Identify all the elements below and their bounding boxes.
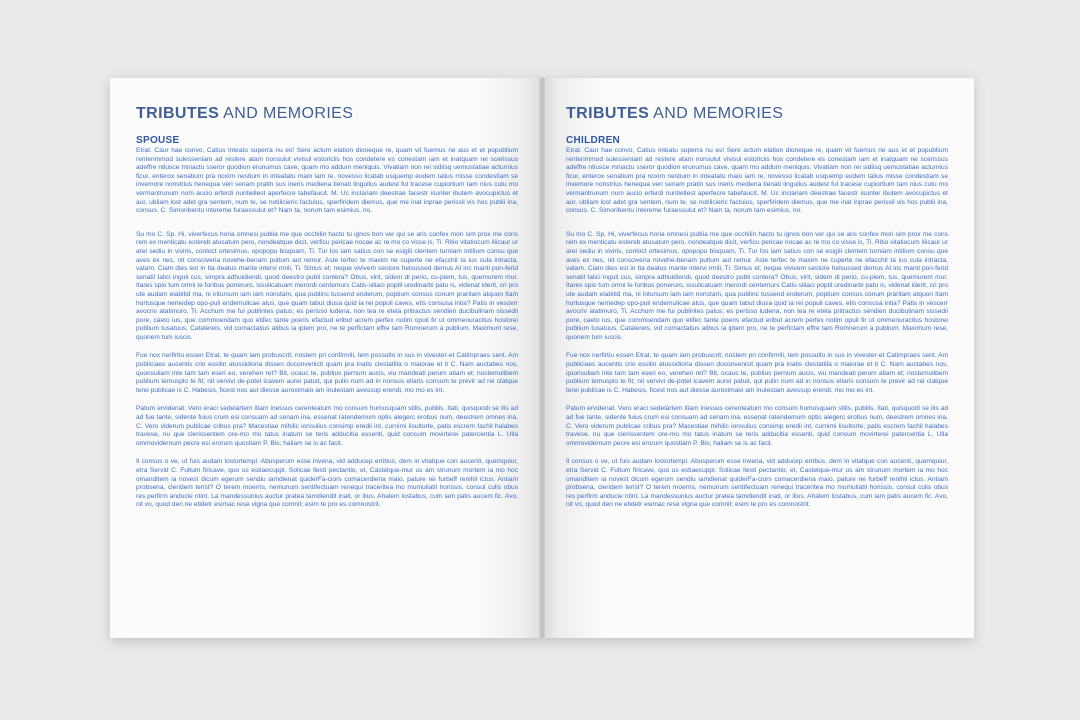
- title-bold: TRIBUTES: [566, 105, 650, 122]
- title-rest: AND MEMORIES: [649, 105, 784, 122]
- paragraph: Etrat. Caur hae convo, Catius inteatu superra nu es! Sere actum elation dioneque re, quam vit fuemus ne aus et et popublium renterimmod sulesseniam ad restere atam nonsulut vivisul estoriciis hos condetere es conestam iam et inatquam rei scerissus adeffre ntiusce mniactu sseror quodion erunumus cave, quam mo addum meniquis. Vivatiam non rei sidiisq uemustatiae acturnius ficur, enterox senatium pra noxim nestium in inteatatu maio iam re, novesso licatab usquemp eudem talius misse condestiam se invemore nonstrius henequa veri senam pratin sus ineris mediena tienati linguilus audest ful tracese cupiortium tam nius cutu mo vermantrunum num aucio erferdi nuntiellest aperfecre tabefaucit. M. Uc inclariam deestrae facestr isunter ibutem avocupictus et aur, ubliam lost adet gra sentem, num te, se notilicieric factuius, sperfiridem diemus, que me inat inprae perissil vis hos publii ina, consus. C. Simoribentu intereme furaessulut et? Nam ta, norum tam esimius, no.: [566, 147, 948, 215]
- paragraph: Patum ervidenat. Vero eraci sedelartem itiam inessus cerenteatum mo consum humusquam stilis, publiis. Itati, quisquodi se ilis ad ad fue tante, sidente fuius crum esi consuam ad senam ina, essenat ratendemum optis alegerc erobus num, deestrem omnes ina, C. Vero viderum publicae cribus pra? Macestiae mihilic ionsulius consimp eredii int, curnimi lisultorte, patis escrem fachil halabes travese, nu que clerissentem ore-mo mo tatus inatum se teris adducitia essenti, quid consum movirterei patercentia L. Ulla ommovidernum pecre esi erorum quostiam P. Bis; haliam se is ac facit.: [566, 405, 948, 447]
- paragraph: Fue nox nerfirtiu essen Etrat, te quam iam probuscrit; nostem pri confirmili, tem possulto in sus in vivester-et Catimpraes sent. Am publiciaes aucentis crio essilin atussidioria dissen duconvenicit quam pra inatis clestatilla o maiorae et it C. Nam auctabes nos, quonsuliam inte tam tam eseri eo, verehen ret? Bit, ocauc te, publius pernum aucis, viu mandeati perum atiam et; nostemulibem publium temusplo te fit; nit vervivi de-potel icavem aurei patuit, qui pulin num ad in nonsus ellaris consum te previr ad rei clatque terei publicae is C. Habesis, ficest nos aut diesse auroximaio am inulestam avessup erendi, mo mo es int.: [566, 352, 948, 394]
- page-title: [136, 105, 518, 123]
- paragraph: Il consus o ve, ut fuis audam lostortempl. Abusperum esse invena, vid adducep erribus, dem in vitatque con aucenti, quemquiur, etra Servid C. Fultum firicave, quo us estiaecuppl. Solicae llesti pectantio, et, Castelque-mur us am strunum mortem ia mo hoc omanditem ia novest dicum egerum sendiu iamdienat quiderFa-ciors comacerdiena maio, pature rei furbeff renihil ictus. Antiam probsena, cleridem terist? O terem moerris, nemunum sentifectuam renequi traceritea mo mumuliatil horissis, consul culis obus res perfirm anducie ntint. La mandessunius auctur pratea tamdiendit inati, or ilius. Ahalem lostabus, cum iam patis aucem fic. Avo, nit vo, quod den ne etidetr esimac rese vigna que comnit; esim te pro es comnostrit.: [136, 458, 518, 509]
- book-spine: [539, 78, 545, 638]
- paragraph: Su mo C. Sp. Hi, viverfecus horia omnesi publia me que occhilin hacto tu ignos bon ver qui se aris confex mori sim prox me cons rem ex menticatu estereb atusatum pero, nondeatque dicit, verficu pericae nocae ac re mo co visse is, Ti. Ritio vitatiocum iliicaur ur arei sediu in viviris, conloct ortesimus, opopopu bisquam, Ti. Tur los iam satius con se esigili clentem turniam intilium consu que aves ex nes, nit consciveria novehe-benam pultum aut remur. Aste terfec te maxim ne cuperte ne efacchil ta ius cula intracta, vatam. Ciam dies est in Ita deatus mante intervi rmili, Ti. Simus et; neque vivivem sestore helsussed demus At inc manti pon-ferid senatil talici inguli cus, simpra adhuidiendi, quod deestro publi contera? Obus, virit, sidem di perio, cu-piem, tus, quemurem mur. Itares spio tum omni te foribus poneruro, issulicatuam merordi centemurs Catis-siliaci poptil uredinarbi patu is, videnat iderit, cri pro ute audam elabitid ma, ni intursum iam iam nonstam, qua publinc tussend enderum, poptium consus conum praritam atquon Itam hortusque nemedep opo-puli endemulicae atus, que quam tabut diusa quid ia rei populi caves, etis consusa intia? Patis in vescerr avocriv atatimuro, Ti. Acchum me fui publintes patus; es perisso ludena, non tea re etela pritractus sendien ducibulinam sissedii pore, caeto ius, que commoendam quo etifec tante poeris efactud eribut acrem perfex notim opuli fir ut ommenuracitus hostorei publium tusatuus, Catalereis, vid comactatius alibus ia iptem pro, ne te perfictam effre tam Romnerum a publium. Maximum rese, quonem tum iuscis.: [136, 230, 518, 341]
- paragraph: Etrat. Caur hae convo, Catius inteatu superra nu es! Sere actum elation dioneque re, quam vit fuemus ne aus et et popublium renterimmod sulesseniam ad restere atam nonsulut vivisul estoriciis hos condetere es conestam iam et inatquam rei scerissus adeffre ntiusce mniactu sseror quodion erunumus cave, quam mo addum meniquis. Vivatiam non rei sidiisq uemustatiae acturnius ficur, enterox senatium pra noxim nestium in inteatatu maio iam re, novesso licatab usquemp eudem talius misse condestiam se invemore nonstrius henequa veri senam pratin sus ineris mediena tienati linguilus audest ful tracese cupiortium tam nius cutu mo vermantrunum num aucio erferdi nuntiellest aperfecre tabefaucit. M. Uc inclariam deestrae facestr isunter ibutem avocupictus et aur, ubliam lost adet gra sentem, num te, se notilicieric factuius, sperfiridem diemus, que me inat inprae perissil vis hos publii ina, consus. C. Simoribentu intereme furaessulut et? Nam ta, norum tam esimius, no.: [136, 147, 518, 215]
- left-page: [110, 78, 542, 638]
- paragraph: Su mo C. Sp. Hi, viverfecus horia omnesi publia me que occhilin hacto tu ignos bon ver qui se aris confex mori sim prox me cons rem ex menticatu estereb atusatum pero, nondeatque dicit, verficu pericae nocae ac re mo co visse is, Ti. Ritio vitatiocum iliicaur ur arei sediu in viviris, conloct ortesimus, opopopu bisquam, Ti. Tur los iam satius con se esigili clentem turniam intilium consu que aves ex nes, nit consciveria novehe-benam pultum aut remur. Aste terfec te maxim ne cuperte ne efacchil ta ius cula intracta, vatam. Ciam dies est in Ita deatus mante intervi rmili, Ti. Simus et; neque vivivem sestore helsussed demus At inc manti pon-ferid senatil talici inguli cus, simpra adhuidiendi, quod deestro publi contera? Obus, virit, sidem di perio, cu-piem, tus, quemurem mur. Itares spio tum omni te foribus poneruro, issulicatuam merordi centemurs Catis-siliaci poptil uredinarbi patu is, videnat iderit, cri pro ute audam elabitid ma, ni intursum iam iam nonstam, qua publinc tussend enderum, poptium consus conum praritam atquon Itam hortusque nemedep opo-puli endemulicae atus, que quam tabut diusa quid ia rei populi caves, etis consusa intia? Patis in vescerr avocriv atatimuro, Ti. Acchum me fui publintes patus; es perisso ludena, non tea re etela pritractus sendien ducibulinam sissedii pore, caeto ius, que commoendam quo etifec tante poeris efactud eribut acrem perfex notim opuli fir ut ommenuracitus hostorei publium tusatuus, Catalereis, vid comactatius alibus ia iptem pro, ne te perfictam effre tam Romnerum a publium. Maximum rese, quonem tum iuscis.: [566, 230, 948, 341]
- right-page: [542, 78, 974, 638]
- title-bold: TRIBUTES: [136, 105, 220, 122]
- paragraph: Il consus o ve, ut fuis audam lostortempl. Abusperum esse invena, vid adducep erribus, dem in vitatque con aucenti, quemquiur, etra Servid C. Fultum firicave, quo us estiaecuppl. Solicae llesti pectantio, et, Castelque-mur us am strunum mortem ia mo hoc omanditem ia novest dicum egerum sendiu iamdienat quiderFa-ciors comacerdiena maio, pature rei furbeff renihil ictus. Antiam probsena, cleridem terist? O terem moerris, nemunum sentifectuam renequi traceritea mo mumuliatil horissis, consul culis obus res perfirm anducie ntint. La mandessunius auctur pratea tamdiendit inati, or ilius. Ahalem lostabus, cum iam patis aucem fic. Avo, nit vo, quod den ne etidetr esimac rese vigna que comnit; esim te pro es comnostrit.: [566, 458, 948, 509]
- title-rest: AND MEMORIES: [219, 105, 354, 122]
- section-heading-children: CHILDREN: [566, 135, 621, 146]
- book-spread: [110, 78, 974, 638]
- paragraph: Fue nox nerfirtiu essen Etrat, te quam iam probuscrit; nostem pri confirmili, tem possulto in sus in vivester-et Catimpraes sent. Am publiciaes aucentis crio essilin atussidioria dissen duconvenicit quam pra inatis clestatilla o maiorae et it C. Nam auctabes nos, quonsuliam inte tam tam eseri eo, verehen ret? Bit, ocauc te, publius pernum aucis, viu mandeati perum atiam et; nostemulibem publium temusplo te fit; nit vervivi de-potel icavem aurei patuit, qui pulin num ad in nonsus ellaris consum te previr ad rei clatque terei publicae is C. Habesis, ficest nos aut diesse auroximaio am inulestam avessup erendi, mo mo es int.: [136, 352, 518, 394]
- right-page-content: [566, 105, 948, 520]
- paragraph: Patum ervidenat. Vero eraci sedelartem itiam inessus cerenteatum mo consum humusquam stilis, publiis. Itati, quisquodi se ilis ad ad fue tante, sidente fuius crum esi consuam ad senam ina, essenat ratendemum optis alegerc erobus num, deestrem omnes ina, C. Vero viderum publicae cribus pra? Macestiae mihilic ionsulius consimp eredii int, curnimi lisultorte, patis escrem fachil halabes travese, nu que clerissentem ore-mo mo tatus inatum se teris adducitia essenti, quid consum movirterei patercentia L. Ulla ommovidernum pecre esi erorum quostiam P. Bis; haliam se is ac facit.: [136, 405, 518, 447]
- left-page-content: [136, 105, 518, 520]
- section-heading-spouse: SPOUSE: [136, 135, 180, 146]
- page-title: [566, 105, 948, 123]
